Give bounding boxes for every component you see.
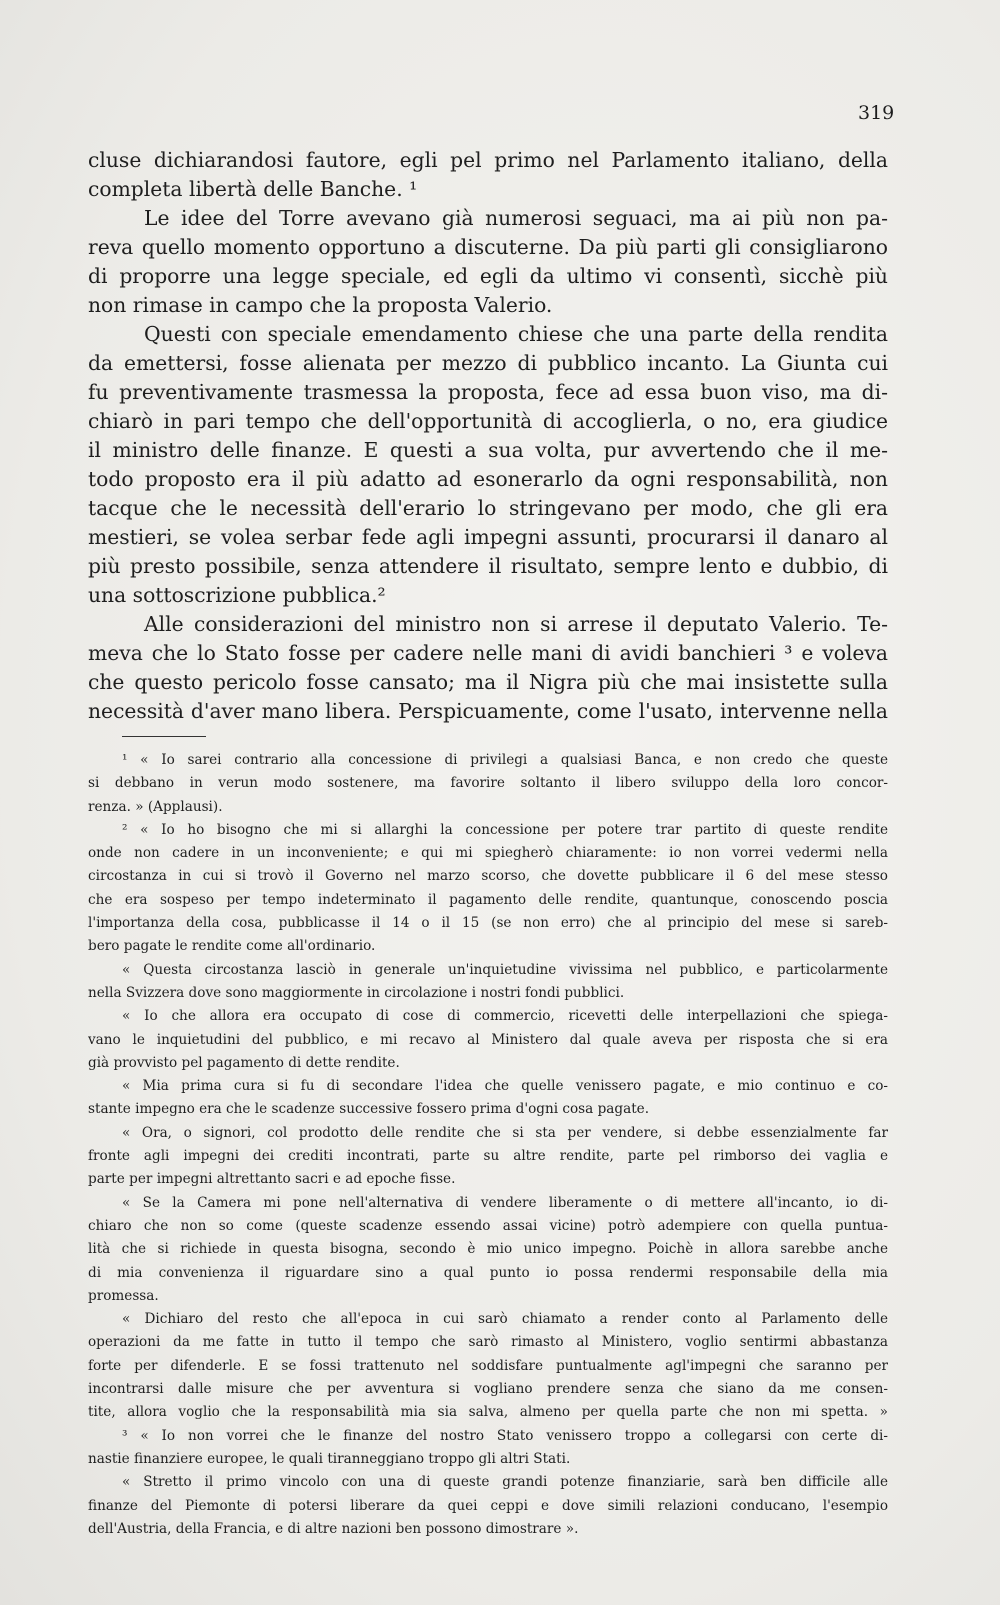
- footnote-line: « Dichiaro del resto che all'epoca in cui sarò chiamato a render conto al Parlamento delle: [122, 1311, 888, 1328]
- text-line: non rimase in campo che la proposta Valerio.: [88, 293, 553, 317]
- text-line: che questo pericolo fosse cansato; ma il Nigra più che mai insistette sulla: [88, 670, 888, 694]
- text-line: cluse dichiarandosi fautore, egli pel primo nel Parlamento italiano, della: [88, 148, 888, 172]
- main-text: [88, 146, 888, 726]
- text-line: fu preventivamente trasmessa la proposta, fece ad essa buon viso, ma di-: [88, 380, 888, 404]
- footnote-line: promessa.: [88, 1287, 159, 1304]
- footnote-line: ³ « Io non vorrei che le finanze del nostro Stato venissero troppo a collegarsi con certe di-: [122, 1427, 888, 1444]
- footnote-line: operazioni da me fatte in tutto il tempo che sarò rimasto al Ministero, voglio sentirmi abbastanza: [88, 1334, 888, 1351]
- text-line: di proporre una legge speciale, ed egli da ultimo vi consentì, sicchè più: [88, 264, 888, 288]
- footnotes: [88, 749, 888, 1541]
- text-line: Le idee del Torre avevano già numerosi seguaci, ma ai più non pa-: [144, 206, 888, 230]
- text-line: Alle considerazioni del ministro non si arrese il deputato Valerio. Te-: [144, 612, 888, 636]
- footnote-line: parte per impegni altrettanto sacri e ad epoche fisse.: [88, 1171, 456, 1188]
- footnote-line: bero pagate le rendite come all'ordinario.: [88, 938, 376, 955]
- footnote-line: fronte agli impegni dei crediti incontrati, parte su altre rendite, parte pel rimborso dei vaglia e: [88, 1148, 888, 1165]
- footnote-line: « Stretto il primo vincolo con una di queste grandi potenze finanziarie, sarà ben difficile alle: [122, 1474, 888, 1491]
- footnote-line: che era sospeso per tempo indeterminato il pagamento delle rendite, quantunque, conoscendo poscia: [88, 891, 888, 908]
- footnote-line: onde non cadere in un inconveniente; e qui mi spiegherò chiaramente: io non vorrei vedermi nella: [88, 845, 888, 862]
- page-number: 319: [858, 102, 895, 124]
- footnote-line: si debbano in verun modo sostenere, ma favorire soltanto il libero sviluppo della loro concor-: [88, 775, 888, 792]
- text-line: più presto possibile, senza attendere il risultato, sempre lento e dubbio, di: [88, 554, 888, 578]
- footnote-line: « Se la Camera mi pone nell'alternativa di vendere liberamente o di mettere all'incanto, io di-: [122, 1194, 888, 1211]
- text-line: il ministro delle finanze. E questi a sua volta, pur avvertendo che il me-: [88, 438, 888, 462]
- text-line: meva che lo Stato fosse per cadere nelle mani di avidi banchieri ³ e voleva: [88, 641, 888, 665]
- footnote-divider: [122, 736, 206, 737]
- footnote-line: già provvisto pel pagamento di dette rendite.: [88, 1054, 400, 1071]
- footnote-line: ¹ « Io sarei contrario alla concessione di privilegi a qualsiasi Banca, e non credo che queste: [122, 752, 888, 768]
- footnote-line: circostanza in cui si trovò il Governo nel marzo scorso, che dovette pubblicare il 6 del mese stesso: [88, 868, 888, 885]
- footnote-line: nella Svizzera dove sono maggiormente in circolazione i nostri fondi pubblici.: [88, 984, 625, 1001]
- footnote-line: tite, allora voglio che la responsabilità mia sia salva, almeno per quella parte che non mi spetta. »: [88, 1404, 888, 1421]
- footnote-line: ² « Io ho bisogno che mi si allarghi la concessione per potere trar partito di queste rendite: [122, 821, 888, 838]
- footnote-line: finanze del Piemonte di potersi liberare da quei ceppi e dove simili relazioni conducano, l'esempio: [88, 1497, 888, 1514]
- text-line: chiarò in pari tempo che dell'opportunità di accoglierla, o no, era giudice: [88, 409, 888, 433]
- text-line: todo proposto era il più adatto ad esonerarlo da ogni responsabilità, non: [88, 467, 888, 491]
- footnote-line: « Questa circostanza lasciò in generale un'inquietudine vivissima nel pubblico, e particolarmente: [122, 961, 888, 978]
- text-line: reva quello momento opportuno a discuterne. Da più parti gli consigliarono: [88, 235, 888, 259]
- footnote-line: chiaro che non so come (queste scadenze essendo assai vicine) potrò adempiere con quella puntua-: [88, 1217, 888, 1234]
- text-line: Questi con speciale emendamento chiese che una parte della rendita: [144, 322, 888, 346]
- text-line: una sottoscrizione pubblica.²: [88, 583, 386, 607]
- footnote-line: incontrarsi dalle misure che per avventura si vogliano prendere senza che siano da me consen-: [88, 1381, 888, 1398]
- footnote-line: « Mia prima cura si fu di secondare l'idea che quelle venissero pagate, e mio continuo e co-: [122, 1078, 888, 1095]
- footnote-line: di mia convenienza il riguardare sino a qual punto io possa rendermi responsabile della mia: [88, 1264, 888, 1281]
- footnote-line: dell'Austria, della Francia, e di altre nazioni ben possono dimostrare ».: [88, 1520, 579, 1537]
- footnote-line: l'importanza della cosa, pubblicasse il 14 o il 15 (se non erro) che al principio del mese si sareb-: [88, 915, 888, 932]
- text-line: necessità d'aver mano libera. Perspicuamente, come l'usato, intervenne nella: [88, 699, 888, 723]
- text-line: tacque che le necessità dell'erario lo stringevano per modo, che gli era: [88, 496, 888, 520]
- footnote-line: renza. » (Applausi).: [88, 798, 223, 815]
- footnote-line: « Io che allora era occupato di cose di commercio, ricevetti delle interpellazioni che spiega-: [122, 1008, 888, 1025]
- footnote-line: nastie finanziere europee, le quali tiranneggiano troppo gli altri Stati.: [88, 1450, 571, 1467]
- footnote-line: stante impegno era che le scadenze successive fossero prima d'ogni cosa pagate.: [88, 1101, 650, 1118]
- text-line: da emettersi, fosse alienata per mezzo di pubblico incanto. La Giunta cui: [88, 351, 888, 375]
- text-line: mestieri, se volea serbar fede agli impegni assunti, procurarsi il danaro al: [88, 525, 888, 549]
- footnote-line: lità che si richiede in questa bisogna, secondo è mio unico impegno. Poichè in allora sarebbe anche: [88, 1241, 888, 1258]
- footnote-line: vano le inquietudini del pubblico, e mi recavo al Ministero dal quale aveva per risposta che si era: [88, 1031, 888, 1048]
- text-line: completa libertà delle Banche. ¹: [88, 177, 418, 201]
- footnote-line: forte per difenderle. E se fossi trattenuto nel soddisfare puntualmente agl'impegni che saranno per: [88, 1357, 888, 1374]
- footnote-line: « Ora, o signori, col prodotto delle rendite che si sta per vendere, si debbe essenzialmente far: [122, 1124, 888, 1141]
